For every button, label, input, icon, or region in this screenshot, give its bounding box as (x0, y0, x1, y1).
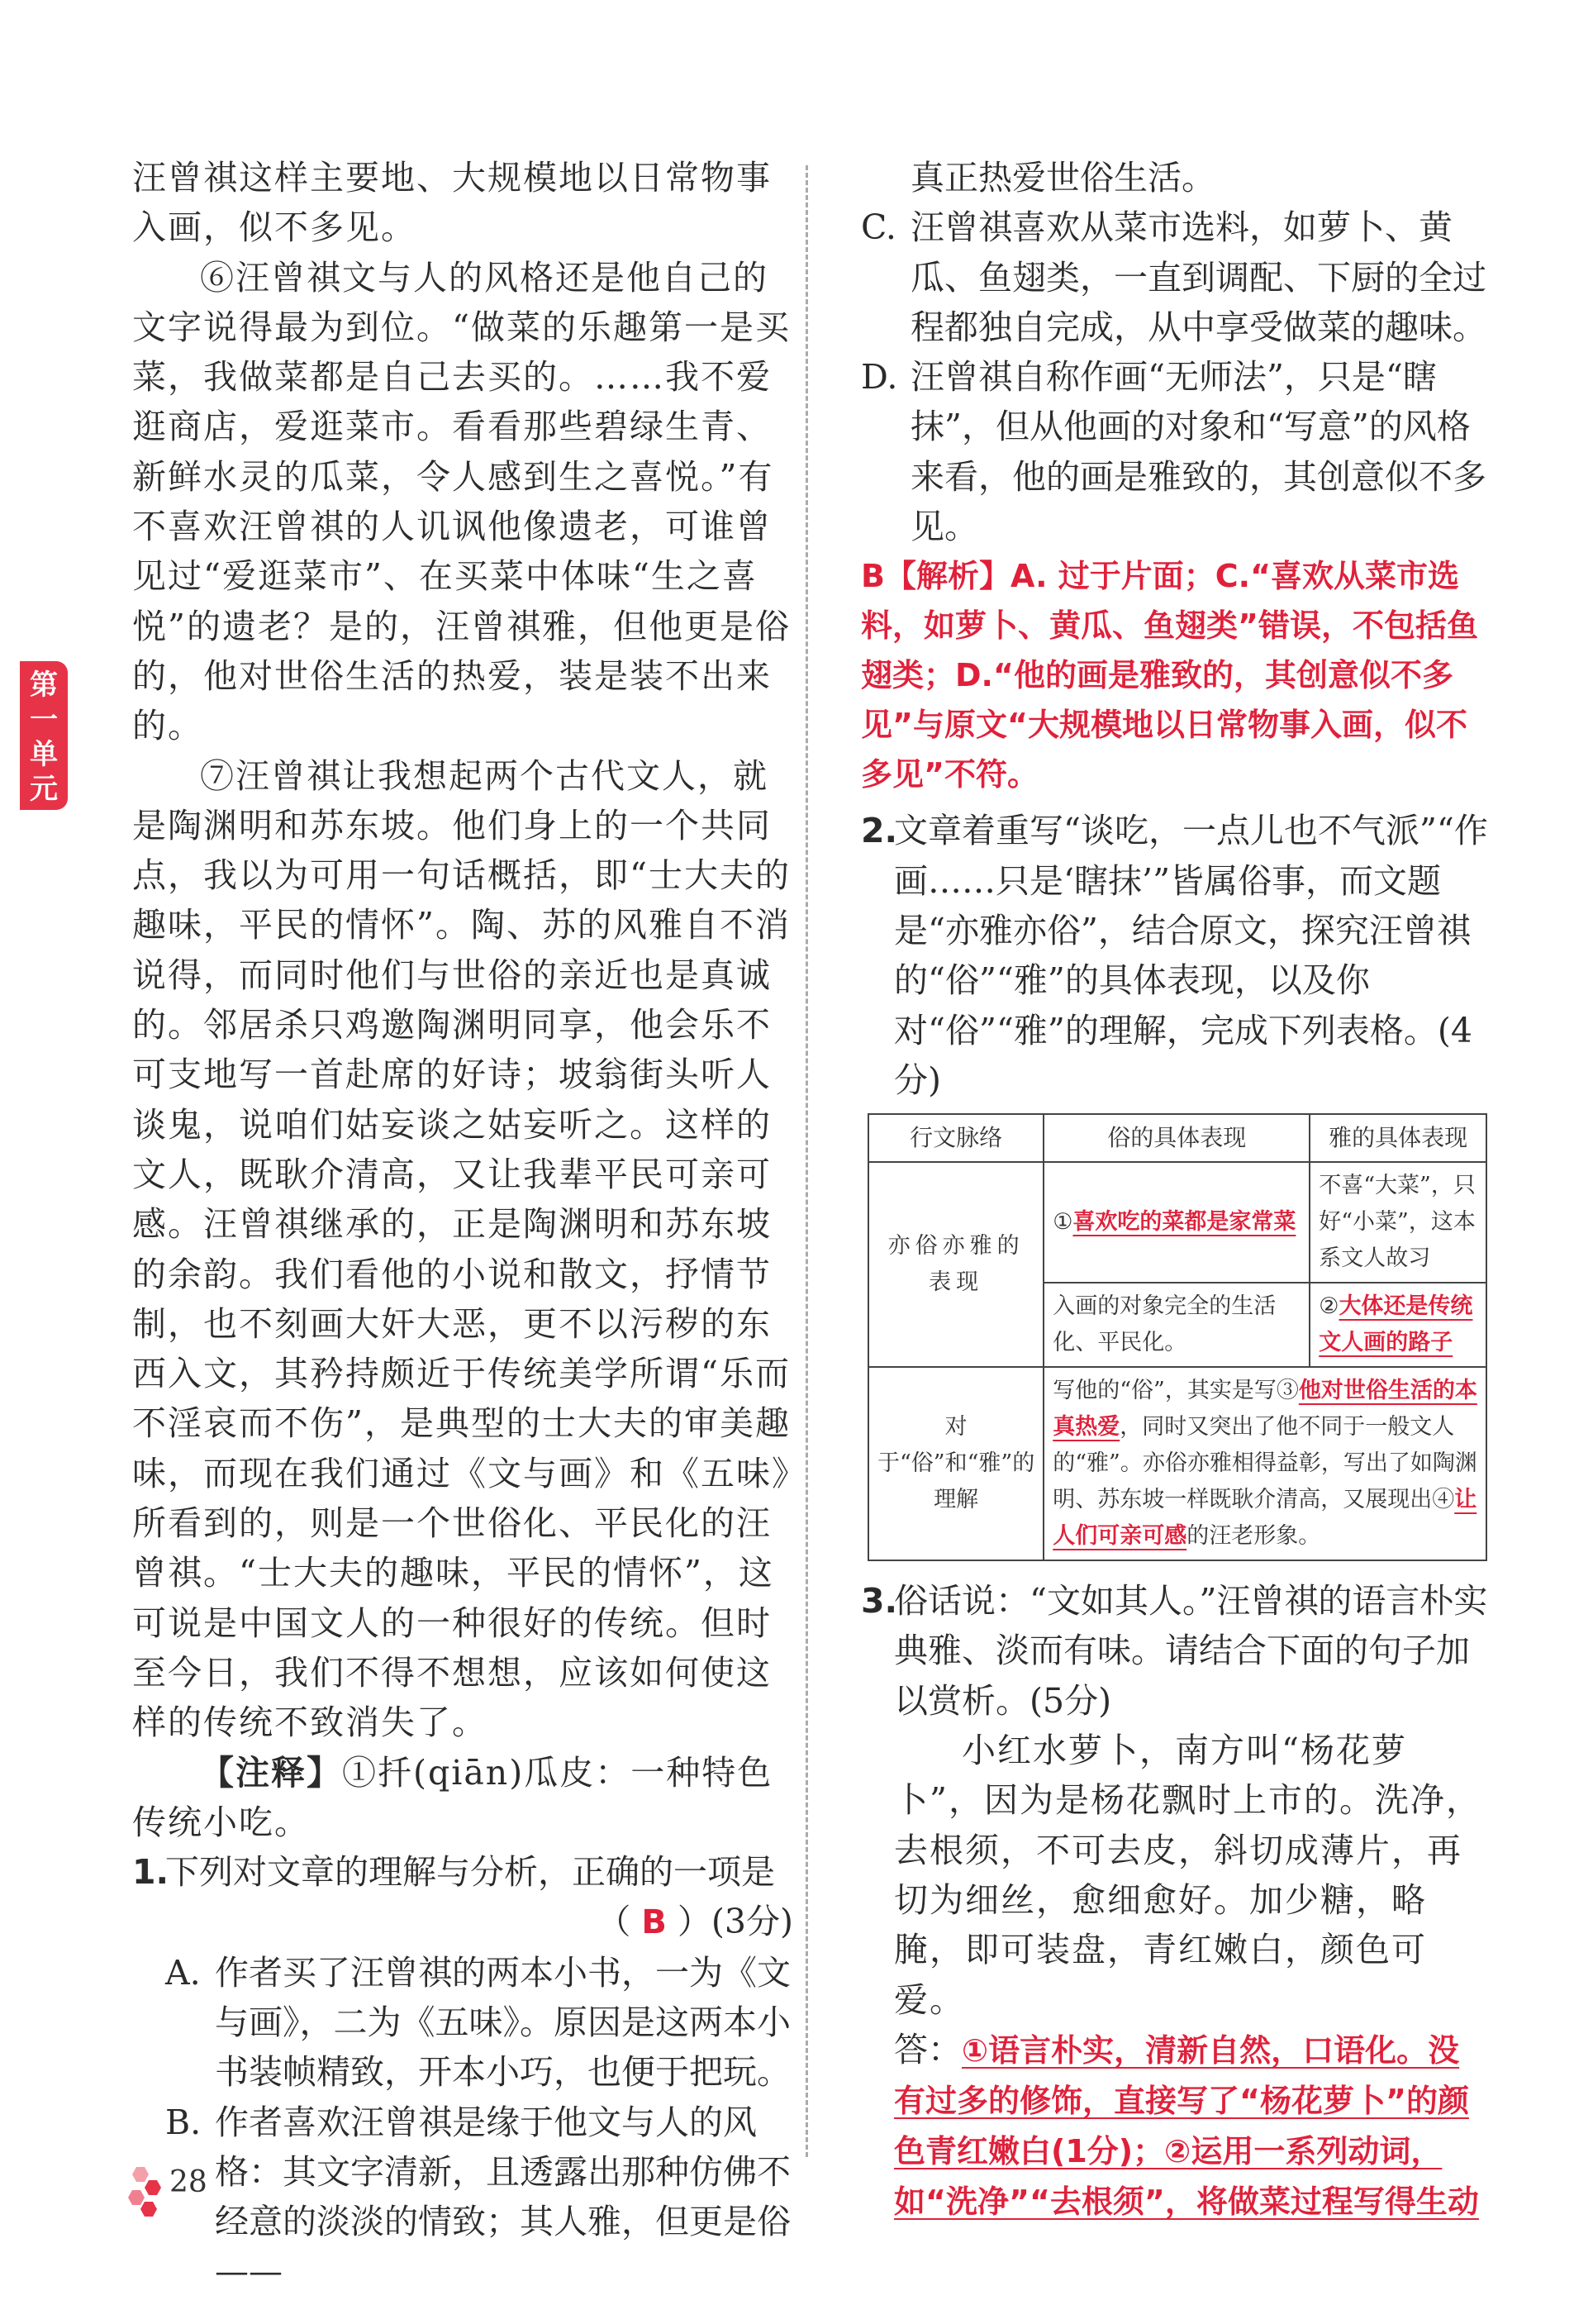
note-label: 【注释】 (200, 1752, 342, 1793)
question-3 (861, 1576, 1489, 1726)
question-stem: 文章着重写“谈吃，一点儿也不气派”“作画……只是‘瞎抹’”皆属俗事，而文题是“亦雅亦俗”，结合原文，探究汪曾祺的“俗”“雅”的具体表现，以及你对“俗”“雅”的理解，完成下列表格。(4分) (894, 811, 1488, 1100)
hexagon-decoration-icon (124, 2165, 174, 2223)
option-b (132, 2098, 793, 2297)
quoted-passage: 小红水萝卜，南方叫“杨花萝卜”，因为是杨花飘时上市的。洗净，去根须，不可去皮，斜切成薄片，再切为细丝，愈细愈好。加少糖，略腌，即可装盘，青红嫩白，颜色可爱。 (894, 1731, 1481, 2020)
cell-text: ，同时又突出了他不同于一般文人的“雅”。亦俗亦雅相得益彰，写出了如陶渊明、苏东坡一样既耿介清高，又展现出④ (1053, 1414, 1477, 1513)
option-a (132, 1948, 793, 2098)
table-cell: 入画的对象完全的生活化、平民化。 (1044, 1283, 1310, 1367)
answer-letter: B (641, 1903, 667, 1942)
question-stem: 下列对文章的理解与分析，正确的一项是 (165, 1852, 775, 1893)
option-b-continuation: 真正热爱世俗生活。 (911, 158, 1215, 198)
table-header: 雅的具体表现 (1310, 1114, 1486, 1162)
option-label: C. (861, 207, 896, 248)
table-cell: 不喜“大菜”，只好“小菜”，这本系文人故习 (1310, 1162, 1486, 1283)
row-label: 亦俗亦雅的表现 (868, 1162, 1044, 1367)
filled-answer: 喜欢吃的菜都是家常菜 (1072, 1209, 1296, 1236)
answer-table (868, 1113, 1487, 1561)
paren-open: （ (597, 1902, 631, 1942)
question-stem: 俗话说：“文如其人。”汪曾祺的语言朴实典雅、淡而有味。请结合下面的句子加以赏析。(5分) (894, 1581, 1488, 1721)
row-label: 对于“俗”和“雅”的理解 (868, 1367, 1044, 1560)
table-cell (1044, 1162, 1310, 1283)
option-text: 汪曾祺自称作画“无师法”，只是“瞎抹”，但从他画的对象和“写意”的风格来看，他的画是雅致的，其创意似不多见。 (911, 357, 1486, 547)
note (132, 1748, 793, 1848)
blank-number: ② (1319, 1293, 1339, 1320)
left-column (132, 153, 793, 2297)
option-label: A. (165, 1952, 201, 1993)
option-d (861, 352, 1489, 551)
answer-label: 答： (894, 2029, 962, 2069)
option-text: 作者喜欢汪曾祺是缘于他文与人的风格：其文字清新，且透露出那种仿佛不经意的淡淡的情致；其人雅，但更是俗—— (215, 2102, 791, 2292)
option-label: B. (165, 2102, 202, 2142)
note-text: ①扦(qiān)瓜皮：一种特色传统小吃。 (132, 1752, 773, 1842)
q3-answer (861, 2025, 1489, 2226)
table-row (868, 1162, 1486, 1283)
option-c (861, 202, 1489, 352)
answer-text: ①语言朴实，清新自然，口语化。没有过多的修饰，直接写了“杨花萝卜”的颜色青红嫩白(1分)；②运用一系列动词，如“洗净”“去根须”，将做菜过程写得生动 (894, 2031, 1479, 2220)
filled-answer: 让人们可亲可感 (1053, 1487, 1477, 1550)
question-1 (132, 1847, 793, 1897)
essay-paragraph: ⑥汪曾祺文与人的风格还是他自己的文字说得最为到位。“做菜的乐趣第一是买菜，我做菜都是自己去买的。……我不爱逛商店，爱逛菜市。看看那些碧绿生青、新鲜水灵的瓜菜，令人感到生之喜悦。”有不喜欢汪曾祺的人讥讽他像遗老，可谁曾见过“爱逛菜市”、在买菜中体味“生之喜悦”的遗老？是的，汪曾祺雅，但他更是俗的，他对世俗生活的热爱，装是装不出来的。 (132, 257, 791, 746)
blank-number: ① (1053, 1209, 1073, 1236)
question-number: 3. (861, 1581, 898, 1622)
table-cell (1310, 1283, 1486, 1367)
table-header: 俗的具体表现 (1044, 1114, 1310, 1162)
option-text: 作者买了汪曾祺的两本小书，一为《文与画》，二为《五味》。原因是这两本小书装帧精致，开本小巧，也便于把玩。 (215, 1952, 791, 2093)
table-row (868, 1367, 1486, 1560)
column-divider (806, 165, 808, 2157)
option-text: 汪曾祺喜欢从菜市选料，如萝卜、黄瓜、鱼翅类，一直到调配、下厨的全过程都独自完成，从中享受做菜的趣味。 (911, 207, 1486, 347)
filled-answer: 他对世俗生活的本真热爱 (1053, 1378, 1477, 1441)
cell-text: 写他的“俗”，其实是写③ (1053, 1378, 1299, 1404)
score-label: ）(3分) (677, 1902, 793, 1942)
unit-side-tab: 第一单元 (20, 661, 68, 810)
page-number: 28 (169, 2165, 207, 2199)
table-header-row (868, 1114, 1486, 1162)
answer-bracket (132, 1897, 793, 1947)
option-label: D. (861, 357, 898, 398)
filled-answer: 大体还是传统文人画的路子 (1319, 1293, 1473, 1356)
q1-analysis: B【解析】A. 过于片面；C.“喜欢从菜市选料，如萝卜、黄瓜、鱼翅类”错误，不包括鱼翅类；D.“他的画是雅致的，其创意似不多见”与原文“大规模地以日常物事入画，似不多见”不符。 (861, 558, 1478, 793)
question-2 (861, 806, 1489, 1105)
table-cell (1044, 1367, 1486, 1560)
table-header: 行文脉络 (868, 1114, 1044, 1162)
cell-text: 的汪老形象。 (1186, 1523, 1321, 1550)
essay-paragraph: ⑦汪曾祺让我想起两个古代文人，就是陶渊明和苏东坡。他们身上的一个共同点，我以为可用一句话概括，即“士大夫的趣味，平民的情怀”。陶、苏的风雅自不消说得，而同时他们与世俗的亲近也是真诚的。邻居杀只鸡邀陶渊明同享，他会乐不可支地写一首赴席的好诗；坡翁街头听人谈鬼，说咱们姑妄谈之姑妄听之。这样的文人，既耿介清高，又让我辈平民可亲可感。汪曾祺继承的，正是陶渊明和苏东坡的余韵。我们看他的小说和散文，抒情节制，也不刻画大奸大恶，更不以污秽的东西入文，其矜持颇近于传统美学所谓“乐而不淫哀而不伤”，是典型的士大夫的审美趣味，而现在我们通过《文与画》和《五味》所看到的，则是一个世俗化、平民化的汪曾祺。“士大夫的趣味，平民的情怀”，这可说是中国文人的一种很好的传统。但时至今日，我们不得不想想，应该如何使这样的传统不致消失了。 (132, 755, 791, 1743)
right-column (861, 153, 1489, 2226)
essay-paragraph: 汪曾祺这样主要地、大规模地以日常物事入画，似不多见。 (132, 158, 772, 248)
question-number: 2. (861, 811, 898, 851)
question-number: 1. (132, 1852, 169, 1893)
